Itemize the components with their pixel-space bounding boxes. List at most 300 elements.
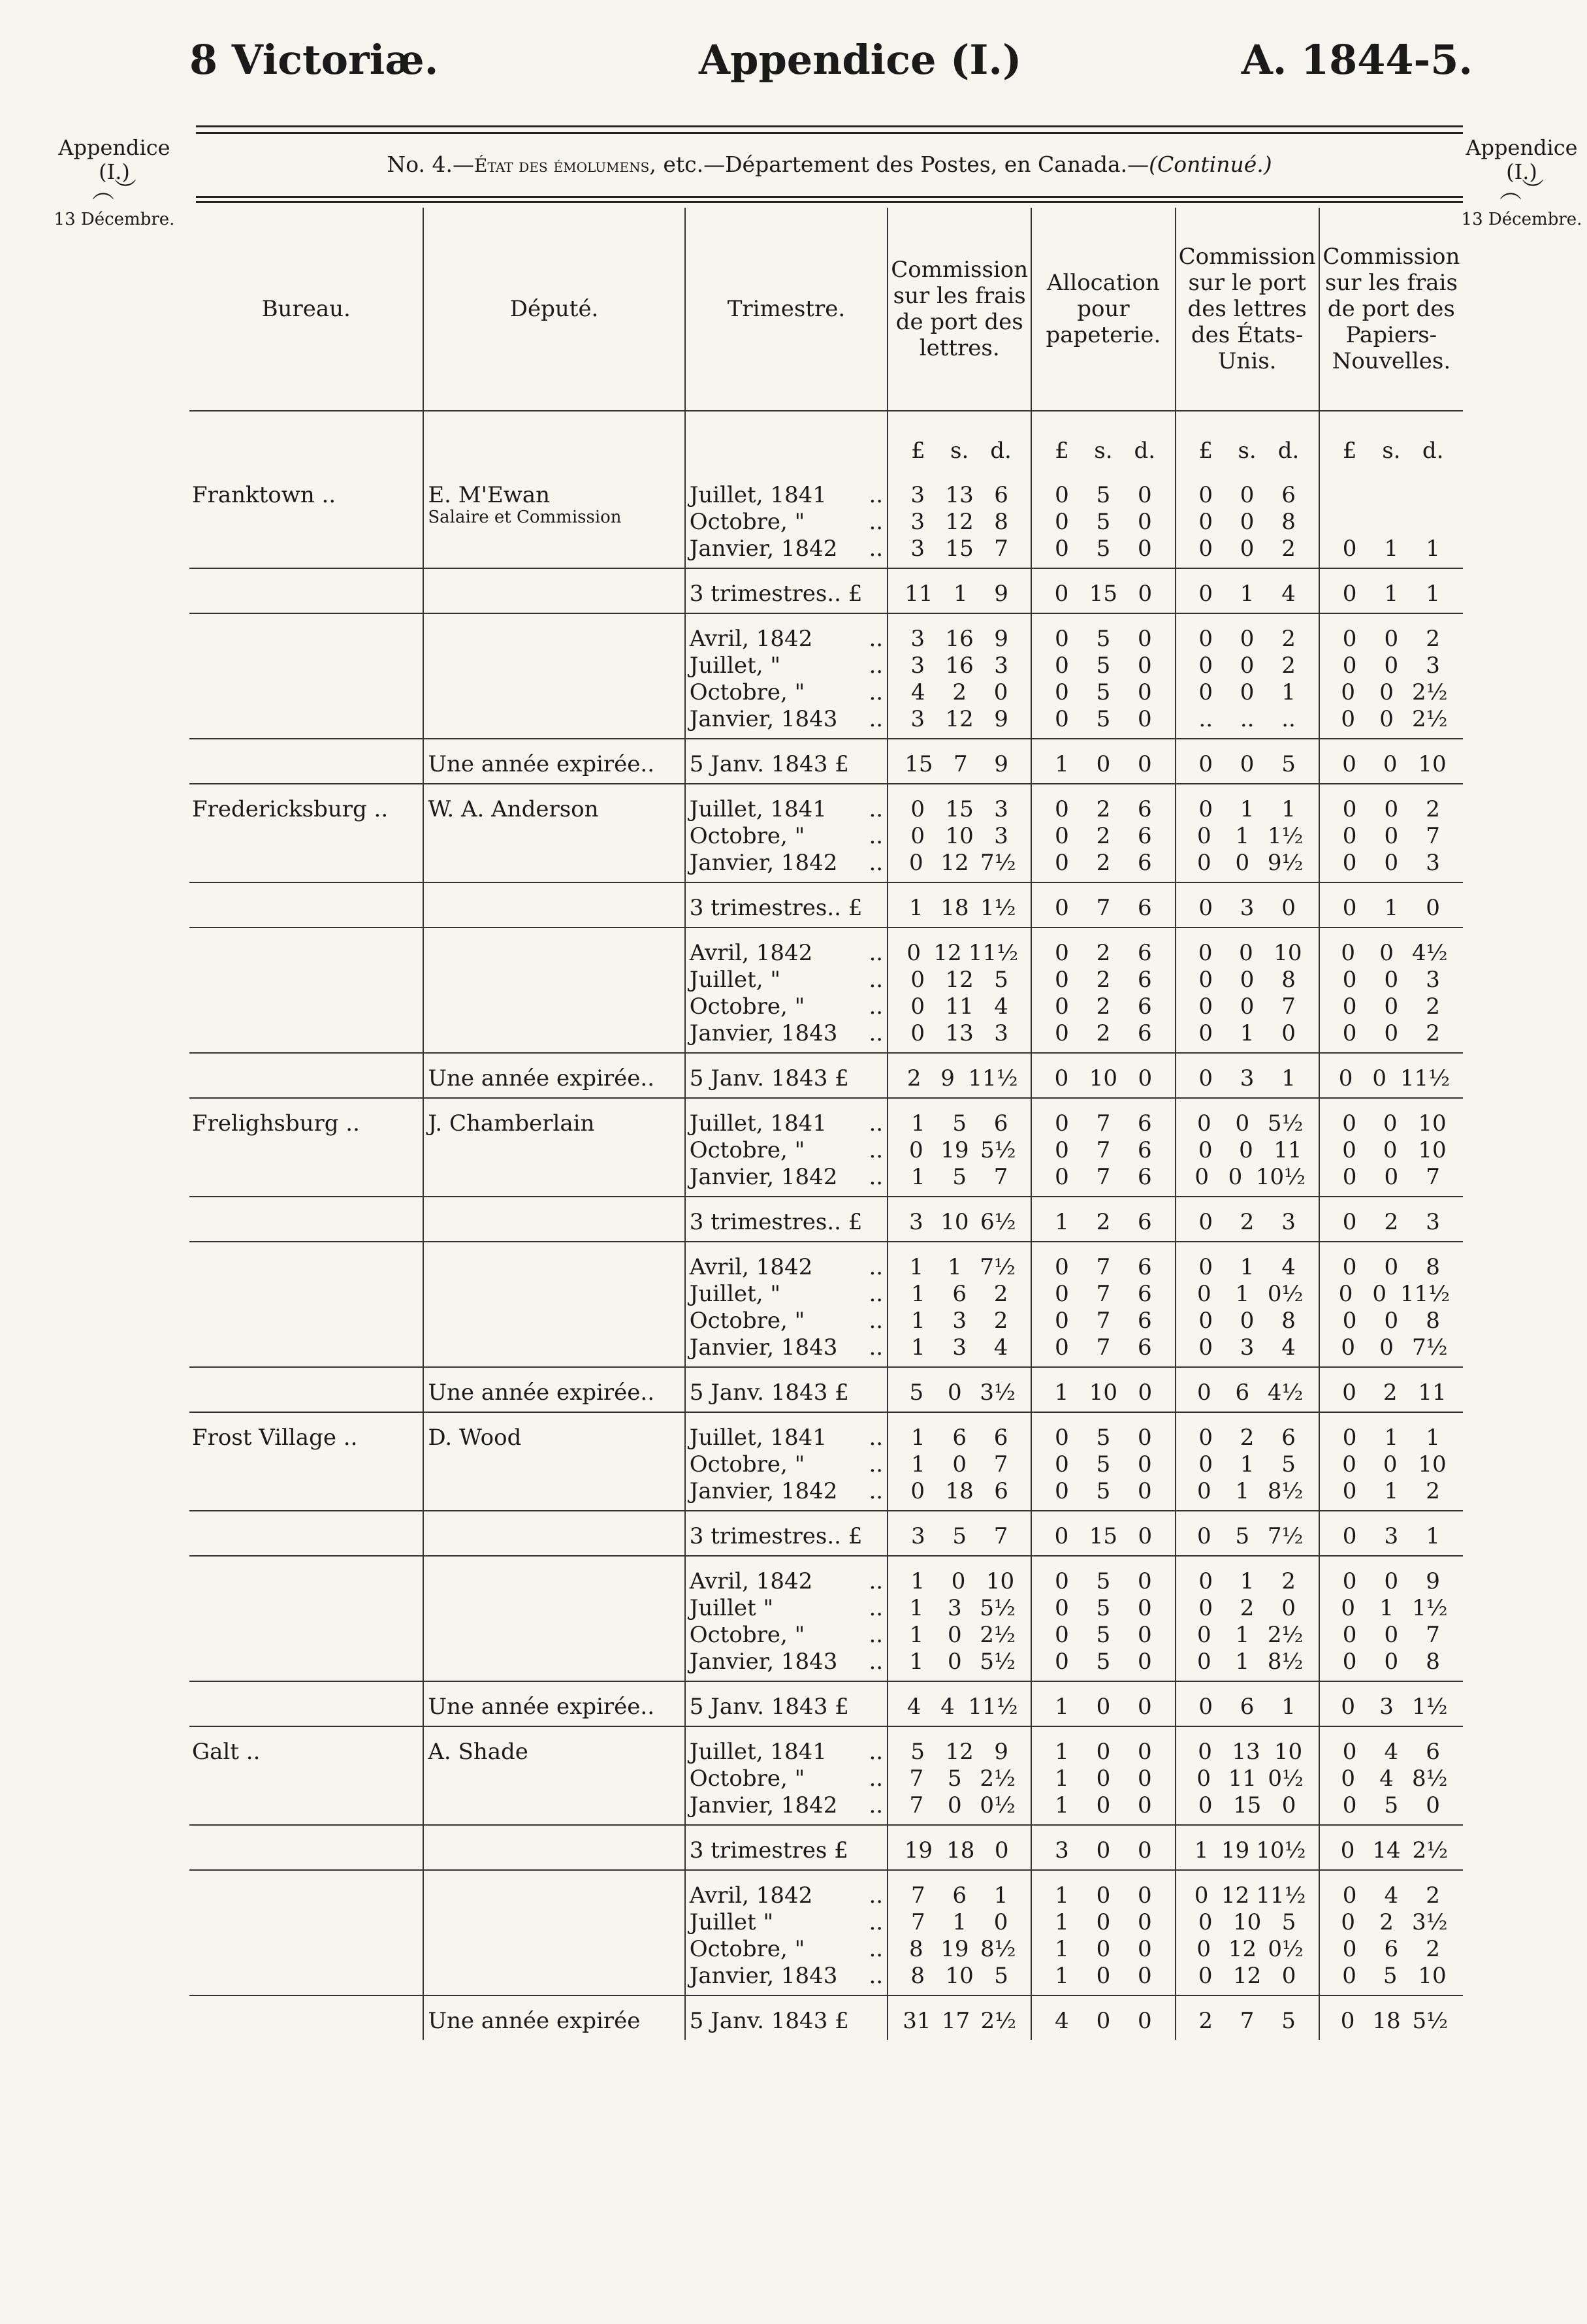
amount-lines	[1032, 1209, 1174, 1236]
amount-line	[1032, 581, 1174, 607]
amount-lines	[888, 1739, 1031, 1819]
amount-line	[1320, 1739, 1463, 1766]
shillings: 1	[1240, 1254, 1255, 1280]
pence: 1	[993, 1882, 1008, 1909]
shillings: 10	[1089, 1065, 1118, 1091]
trimestre-label: Juillet, 1841	[689, 1739, 827, 1765]
leader-dots: ..	[869, 993, 884, 1020]
pounds: 0	[1198, 967, 1213, 993]
pounds: 1	[1055, 1792, 1069, 1818]
amount-cell-c2	[1031, 739, 1175, 784]
shillings: 0	[1372, 1281, 1387, 1307]
pounds: 0	[1342, 1963, 1356, 1989]
pence: 9	[994, 1739, 1008, 1765]
leader-dots: ..	[869, 1164, 884, 1190]
amount-line	[1032, 1963, 1174, 1990]
leader-dots: ..	[869, 536, 884, 562]
pounds: 1	[1055, 1936, 1069, 1962]
shillings: 5	[1096, 1451, 1111, 1477]
pounds: 0	[1196, 1478, 1211, 1504]
table-row	[189, 739, 1463, 784]
amount-line	[1320, 1334, 1463, 1361]
shillings: 6	[1384, 1936, 1399, 1962]
trimestre-line	[690, 536, 887, 562]
amount-cell-c4	[1319, 1995, 1463, 2040]
currency-row	[189, 411, 1463, 470]
depute-name: Une année expirée..	[428, 1065, 654, 1091]
shillings: 0	[1096, 2008, 1111, 2034]
pounds: 7	[909, 1792, 924, 1818]
shillings: 5	[952, 1523, 967, 1549]
pounds: 0	[1198, 1963, 1213, 1989]
shillings: 0	[1235, 1110, 1250, 1137]
pounds: 0	[1198, 509, 1213, 535]
amount-cell-c3	[1176, 1870, 1319, 1995]
trimestre-line	[690, 1568, 887, 1595]
amount-line	[888, 1137, 1031, 1164]
pounds: 0	[1342, 581, 1357, 607]
amount-line	[888, 1110, 1031, 1137]
pounds: 0	[1342, 1425, 1357, 1451]
pence: 3	[1426, 653, 1440, 679]
pounds: 3	[910, 482, 925, 508]
shillings: ..	[1240, 706, 1255, 732]
pounds: 1	[1055, 1694, 1069, 1720]
amount-line	[1032, 536, 1174, 562]
pence: 6	[1137, 1334, 1152, 1361]
trimestre-cell	[685, 1053, 888, 1098]
depute-name: Une année expirée..	[428, 1380, 654, 1406]
amount-line	[1320, 1882, 1463, 1909]
amount-line	[1176, 482, 1319, 509]
empty-cell	[189, 411, 423, 470]
depute-name: D. Wood	[428, 1425, 522, 1451]
shillings: 1	[953, 581, 968, 607]
depute-cell	[423, 1870, 684, 1995]
pounds: 1	[910, 1308, 925, 1334]
shillings: 1	[1240, 1568, 1255, 1594]
amount-cell-c3	[1176, 1681, 1319, 1726]
shillings: 7	[1240, 2008, 1255, 2034]
bureau-cell	[189, 1197, 423, 1242]
amount-lines	[1032, 482, 1174, 562]
amount-line	[1320, 940, 1463, 967]
shillings: 17	[941, 2008, 970, 2034]
bureau-cell	[189, 1825, 423, 1870]
amount-line	[1032, 1281, 1174, 1308]
pounds: 1	[1054, 1380, 1069, 1406]
trimestre-line	[690, 967, 887, 993]
amount-cell-c2	[1031, 1098, 1175, 1197]
pounds: 0	[1055, 1649, 1069, 1675]
pounds: 0	[1338, 1065, 1353, 1091]
pence: 2½	[980, 1622, 1016, 1648]
amount-line	[1320, 1595, 1463, 1622]
amount-lines	[1176, 1254, 1319, 1361]
trimestre-cell	[685, 1412, 888, 1511]
trimestre-label: 3 trimestres.. £	[689, 1209, 863, 1235]
amount-line	[1320, 1523, 1463, 1550]
pence: 9	[994, 626, 1008, 652]
shillings: 5	[1096, 1622, 1111, 1648]
table-row	[189, 1995, 1463, 2040]
trimestre-label: Octobre, "	[689, 993, 805, 1020]
amount-line	[1176, 2008, 1319, 2035]
currency-lines	[1032, 438, 1174, 464]
amount-cell-c3	[1176, 568, 1319, 613]
shillings: 3	[1384, 1523, 1399, 1549]
amount-line	[1320, 993, 1463, 1020]
pounds: 0	[1196, 1622, 1211, 1648]
pounds: 0	[1342, 536, 1357, 562]
shillings: 18	[945, 1478, 974, 1504]
amount-cell-c1	[888, 1098, 1031, 1197]
amount-lines	[888, 1254, 1031, 1361]
depute-name: Une année expirée	[428, 2008, 641, 2034]
pounds: 4	[906, 1694, 922, 1720]
trimestre-label: Juillet, 1841	[689, 1110, 827, 1137]
shillings: 1	[1240, 581, 1255, 607]
amount-line	[1176, 796, 1319, 823]
amount-line	[1176, 1909, 1319, 1936]
pounds: 0	[1055, 1425, 1069, 1451]
pounds: 0	[1196, 1380, 1211, 1406]
shillings: 4	[1384, 1739, 1399, 1765]
amount-line	[1320, 1837, 1463, 1864]
amount-line	[1176, 1254, 1319, 1281]
pence: 2	[1426, 993, 1440, 1020]
trimestre-label: Octobre, "	[689, 1308, 805, 1334]
pounds: 7	[909, 1766, 924, 1792]
shillings: 18	[940, 895, 969, 921]
pounds: 0	[1198, 679, 1213, 705]
trimestre-label: 3 trimestres.. £	[689, 1523, 863, 1549]
amount-lines	[1032, 1523, 1174, 1550]
header-line: sur les frais	[1324, 270, 1458, 296]
amount-line	[1176, 1137, 1319, 1164]
trimestre-line	[690, 1792, 887, 1819]
shillings: 2	[1096, 1209, 1111, 1235]
pounds: 0	[1198, 1451, 1213, 1477]
shillings: 0	[1384, 796, 1399, 822]
amount-line	[1320, 1164, 1463, 1191]
amount-cell-c4	[1319, 1367, 1463, 1412]
shillings: 0	[1096, 1963, 1111, 1989]
pounds: 19	[904, 1837, 933, 1864]
shillings: 13	[945, 482, 974, 508]
amount-line	[1032, 1523, 1174, 1550]
pounds: 1	[909, 1254, 924, 1280]
shillings: 5	[1235, 1523, 1250, 1549]
amount-cell-c3	[1176, 739, 1319, 784]
shillings: 16	[945, 626, 974, 652]
trimestre-line	[690, 1308, 887, 1334]
pence: 1	[1426, 581, 1440, 607]
pence: 0	[1137, 1739, 1152, 1765]
pence: 2	[1281, 1568, 1296, 1594]
amount-cell-c4	[1319, 1242, 1463, 1367]
shillings: 7	[953, 751, 968, 777]
pence: 11½	[1400, 1065, 1451, 1091]
amount-lines	[1032, 1568, 1174, 1675]
depute-name: Une année expirée..	[428, 751, 654, 777]
amount-line	[1176, 706, 1319, 733]
pence: 8½	[1267, 1478, 1304, 1504]
amount-lines	[1032, 1110, 1174, 1191]
amount-cell-c1	[888, 568, 1031, 613]
shillings: 12	[945, 509, 974, 535]
trimestre-label: Octobre, "	[689, 1451, 805, 1477]
trimestre-line	[690, 706, 887, 733]
amount-line	[1176, 1568, 1319, 1595]
trimestre-line	[690, 895, 887, 922]
trimestre-cell	[685, 1556, 888, 1681]
col-commission-lettres	[888, 208, 1031, 411]
pounds: 1	[1055, 751, 1069, 777]
pence	[1420, 509, 1446, 536]
empty-cell	[423, 411, 684, 470]
header-line: sur les frais	[893, 283, 1026, 309]
shillings: 18	[1372, 2008, 1401, 2034]
shillings: 11	[1228, 1766, 1257, 1792]
caption-rule-2	[196, 201, 1463, 203]
trimestre-label: Juillet, "	[689, 653, 780, 679]
pounds: 0	[1342, 993, 1357, 1020]
shillings: 0	[1384, 1164, 1399, 1190]
pounds: 0	[1055, 823, 1069, 849]
pounds: 1	[1055, 1766, 1069, 1792]
amount-line	[1320, 2008, 1463, 2035]
amount-line	[888, 850, 1031, 877]
amount-lines	[1032, 1882, 1174, 1990]
pence: 5	[1281, 751, 1296, 777]
shillings: 14	[1372, 1837, 1401, 1864]
leader-dots: ..	[869, 1595, 884, 1621]
margin-label: Appendice	[1466, 135, 1578, 160]
amount-line	[1320, 1622, 1463, 1649]
amount-line	[1176, 1308, 1319, 1334]
table-row	[189, 1197, 1463, 1242]
trimestre-cell	[685, 882, 888, 928]
pounds: 1	[1055, 1882, 1069, 1909]
trimestre-line	[690, 1909, 887, 1936]
pence: 0	[1138, 581, 1153, 607]
table-row	[189, 1870, 1463, 1995]
amount-line	[888, 1694, 1031, 1720]
pounds: 0	[910, 993, 925, 1020]
pence: 3	[994, 1020, 1008, 1046]
trimestre-line	[690, 2008, 887, 2035]
pence: 0½	[1268, 1766, 1304, 1792]
leader-dots: ..	[869, 796, 884, 822]
leader-dots: ..	[869, 850, 884, 876]
trimestre-label: Juillet "	[689, 1595, 774, 1621]
pence: 0	[1137, 1882, 1152, 1909]
pounds: 0	[1342, 967, 1357, 993]
pence: 9	[1426, 1568, 1440, 1594]
pounds: 1	[1194, 1837, 1209, 1864]
trimestre-label: Janvier, 1842	[689, 1478, 838, 1504]
pounds: 0	[1341, 1909, 1355, 1935]
pounds: 0	[1342, 823, 1357, 849]
pence: 6	[994, 1478, 1008, 1504]
pounds: 0	[1342, 751, 1356, 777]
amount-lines	[1320, 482, 1463, 562]
trimestre-lines	[690, 796, 887, 877]
amount-line	[1176, 1766, 1319, 1792]
pence: 0	[1137, 1936, 1152, 1962]
pence: 0	[1137, 706, 1152, 732]
shillings: 0	[1384, 1622, 1399, 1648]
depute-cell	[423, 1825, 684, 1870]
trimestre-lines	[690, 1065, 887, 1092]
pence: 0½	[1267, 1281, 1304, 1307]
amount-line	[1032, 679, 1174, 706]
amount-cell-c1	[888, 1197, 1031, 1242]
amount-lines	[1032, 1425, 1174, 1505]
pence: 9	[994, 751, 1008, 777]
amount-lines	[1320, 1882, 1463, 1990]
currency-lines	[1320, 438, 1463, 464]
trimestre-line	[690, 581, 887, 607]
trimestre-label: Avril, 1842	[689, 940, 813, 966]
shillings: 7	[1096, 1137, 1111, 1163]
pence: 0	[1137, 1425, 1152, 1451]
shillings: 5	[1096, 1425, 1111, 1451]
trimestre-line	[690, 993, 887, 1020]
shillings: 1	[1384, 581, 1399, 607]
currency-unit: £	[1342, 438, 1357, 464]
amount-cell-c2	[1031, 1995, 1175, 2040]
pence: 7	[1281, 993, 1296, 1020]
amount-line	[888, 1649, 1031, 1675]
amount-line	[1032, 1622, 1174, 1649]
pence: 10	[1274, 940, 1302, 966]
amount-line	[1176, 1425, 1319, 1451]
pence: 9	[994, 581, 1008, 607]
amount-line	[1320, 1281, 1463, 1308]
pence: 11½	[968, 1694, 1018, 1720]
amount-line	[1032, 1065, 1174, 1092]
trimestre-line	[690, 1595, 887, 1622]
pence: 1½	[1411, 1694, 1448, 1720]
top-rule	[196, 125, 1463, 127]
caption-continued: (Continué.)	[1149, 152, 1272, 177]
amount-line	[1320, 679, 1463, 706]
amount-lines	[888, 1065, 1031, 1092]
pence: 6	[1137, 1137, 1152, 1163]
trimestre-label: Avril, 1842	[689, 1568, 813, 1594]
shillings: 2	[1383, 1380, 1398, 1406]
bureau-cell	[189, 928, 423, 1053]
pence: 7	[994, 536, 1008, 562]
pounds: 0	[1196, 823, 1211, 849]
pence: 5	[1281, 1909, 1296, 1935]
shillings: 7	[1096, 1308, 1111, 1334]
depute-cell	[423, 739, 684, 784]
amount-cell-c3	[1176, 1242, 1319, 1367]
amount-line	[888, 1792, 1031, 1819]
shillings: 1	[952, 1909, 967, 1935]
pounds: 1	[910, 1451, 925, 1477]
pence: 6	[1137, 940, 1152, 966]
bureau-name: Galt ..	[192, 1739, 261, 1765]
margin-note-left	[46, 136, 183, 230]
pounds: 0	[1198, 1137, 1213, 1163]
shillings: 0	[951, 1568, 966, 1594]
trimestre-cell	[685, 1511, 888, 1556]
amount-line	[1032, 751, 1174, 778]
pence: 6	[1137, 895, 1152, 921]
pence: 4½	[1411, 940, 1448, 966]
pence: 1	[1281, 796, 1296, 822]
pence: 3½	[980, 1380, 1016, 1406]
trimestre-line	[690, 850, 887, 877]
trimestre-label: 3 trimestres £	[689, 1837, 848, 1864]
amount-lines	[888, 940, 1031, 1047]
pounds: 0	[1198, 1209, 1213, 1235]
shillings: 0	[1240, 653, 1255, 679]
pence: 6	[1137, 1164, 1152, 1190]
amount-cell-c4	[1319, 1197, 1463, 1242]
shillings: 1	[1240, 1020, 1255, 1046]
trimestre-lines	[690, 1254, 887, 1361]
shillings: 6	[952, 1425, 967, 1451]
pence: 0	[1137, 1622, 1152, 1648]
amount-line	[1032, 1694, 1174, 1720]
trimestre-line	[690, 653, 887, 679]
amount-line	[1032, 1164, 1174, 1191]
trimestre-lines	[690, 1425, 887, 1505]
pence: 0	[1281, 1792, 1296, 1818]
trimestre-line	[690, 1209, 887, 1236]
pounds: 0	[1055, 796, 1069, 822]
pounds: 3	[910, 536, 925, 562]
trimestre-cell	[685, 1681, 888, 1726]
pounds: 0	[1055, 679, 1069, 705]
pounds: 1	[1055, 1739, 1069, 1765]
amount-line	[1176, 823, 1319, 850]
pence: 6	[1137, 993, 1152, 1020]
pence: 6	[993, 1110, 1008, 1137]
amount-line	[1176, 1739, 1319, 1766]
pounds: 7	[910, 1882, 925, 1909]
trimestre-label: Octobre, "	[689, 509, 805, 535]
depute-cell	[423, 1098, 684, 1197]
amount-line	[1032, 1792, 1174, 1819]
pounds: 0	[1054, 581, 1069, 607]
shillings: 5	[952, 1110, 967, 1137]
pounds: 2	[906, 1065, 922, 1091]
amount-cell-c1	[888, 882, 1031, 928]
amount-line	[888, 706, 1031, 733]
amount-lines	[1320, 751, 1463, 778]
shillings: 6	[952, 1281, 967, 1307]
amount-lines	[1176, 1523, 1319, 1550]
amount-line	[888, 1909, 1031, 1936]
pounds: 3	[910, 706, 925, 732]
amount-line	[1176, 1837, 1319, 1864]
amount-line	[1320, 653, 1463, 679]
amount-line	[888, 1739, 1031, 1766]
amount-lines	[1320, 1380, 1463, 1406]
trimestre-line	[690, 1254, 887, 1281]
pence: 0	[993, 679, 1008, 705]
amount-lines	[888, 626, 1031, 733]
caption-rule	[196, 196, 1463, 198]
pence: 0	[1137, 536, 1152, 562]
shillings: 0	[1383, 751, 1398, 777]
